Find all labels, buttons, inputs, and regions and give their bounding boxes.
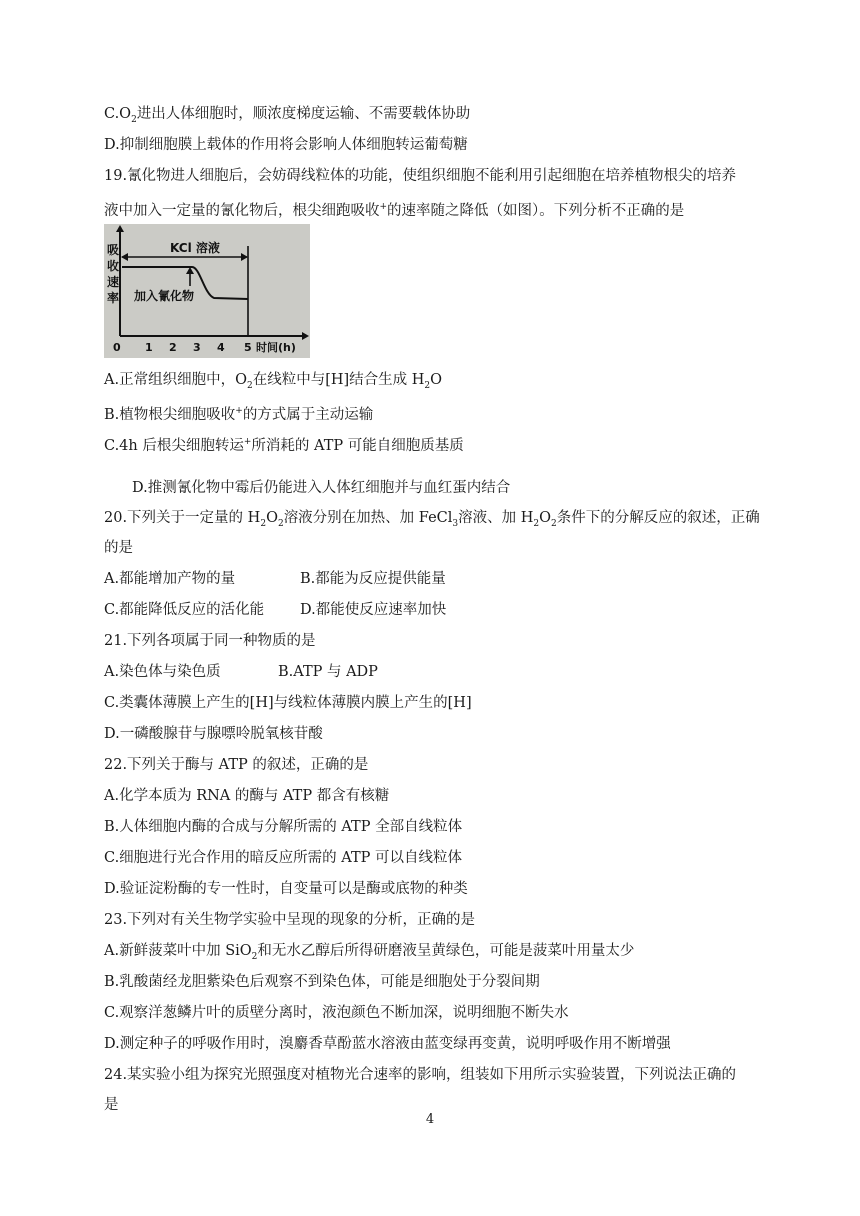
- x-tick-5: 5: [244, 341, 252, 354]
- y-label-4: 率: [107, 291, 120, 305]
- question-19-option-b: B.植物根尖细胞吸收+的方式属于主动运输: [104, 406, 374, 423]
- question-21: 21.下列各项属于同一种物质的是: [104, 633, 316, 649]
- x-axis-label: 时间(h): [256, 341, 296, 354]
- question-21-option-a: A.染色体与染色质: [104, 664, 221, 680]
- question-19-option-d: D.推测氰化物中霉后仍能进入人体红细胞并与血红蛋内结合: [132, 480, 511, 496]
- question-20-line-1: 20.下列关于一定量的 $H_2O_2$溶液分别在加热、加 FeCl$_3$溶液、加 $H_2O_2$条件下的分解反应的叙述，正确: [104, 510, 760, 529]
- question-19-line-2: 液中加入一定量的氰化物后，根尖细跑吸收+的速率随之降低（如图）。下列分析不正确的是: [104, 202, 685, 219]
- question-20-option-c: C.都能降低反应的活化能: [104, 602, 265, 618]
- kcl-label: KCl 溶液: [170, 241, 220, 255]
- question-23-option-c: C.观察洋葱鳞片叶的质壁分离时，液泡颜色不断加深，说明细胞不断失水: [104, 1005, 569, 1021]
- question-22-option-c: C.细胞进行光合作用的暗反应所需的 ATP 可以自线粒体: [104, 850, 463, 866]
- question-22: 22.下列关于酶与 ATP 的叙述，正确的是: [104, 757, 369, 773]
- question-23: 23.下列对有关生物学实验中呈现的现象的分析，正确的是: [104, 912, 476, 928]
- question-23-option-d: D.测定种子的呼吸作用时，溴麝香草酚蓝水溶液由蓝变绿再变黄，说明呼吸作用不断增强: [104, 1036, 671, 1052]
- option-c-o2: $C.O_2$进出人体细胞时，顺浓度梯度运输、不需要载体协助: [104, 106, 471, 125]
- question-22-option-a: A.化学本质为 RNA 的酶与 ATP 都含有核糖: [104, 788, 390, 804]
- x-tick-0: 0: [113, 341, 121, 354]
- x-tick-3: 3: [193, 341, 201, 354]
- y-label-3: 速: [107, 275, 120, 289]
- question-20-option-d: D.都能使反应速率加快: [300, 602, 447, 618]
- question-23-option-a: A.新鲜菠菜叶中加 SiO$_2$和无水乙醇后所得研磨液呈黄绿色，可能是菠菜叶用量太少: [104, 943, 635, 962]
- option-d-carrier: D.抑制细胞膜上载体的作用将会影响人体细胞转运葡萄糖: [104, 137, 468, 153]
- x-tick-2: 2: [169, 341, 177, 354]
- page-number: 4: [425, 1112, 435, 1127]
- question-24-line-2: 是: [104, 1097, 119, 1113]
- question-22-option-b: B.人体细胞内酶的合成与分解所需的 ATP 全部自线粒体: [104, 819, 463, 835]
- question-20-line-2: 的是: [104, 540, 133, 556]
- question-19-option-c: C.4h 后根尖细胞转运+所消耗的 ATP 可能自细胞质基质: [104, 437, 464, 454]
- x-tick-4: 4: [217, 341, 225, 354]
- question-19-line-1: 19.氰化物进人细胞后，会妨碍线粒体的功能，使组织细胞不能利用引起细胞在培养植物根尖的培养: [104, 168, 737, 184]
- question-21-option-c: C.类囊体薄膜上产生的[H]与线粒体薄膜内膜上产生的[H]: [104, 695, 472, 711]
- x-tick-1: 1: [145, 341, 153, 354]
- question-20-option-a: A.都能增加产物的量: [104, 571, 236, 587]
- question-21-option-b: B.ATP 与 ADP: [278, 664, 378, 680]
- y-label-1: 吸: [107, 243, 120, 257]
- question-20-option-b: B.都能为反应提供能量: [300, 571, 446, 587]
- question-21-option-d: D.一磷酸腺苷与腺嘌呤脱氧核苷酸: [104, 726, 323, 742]
- absorption-rate-figure: [104, 224, 310, 358]
- question-24-line-1: 24.某实验小组为探究光照强度对植物光合速率的影响，组装如下用所示实验装置，下列说法正确的: [104, 1067, 737, 1083]
- cyanide-label: 加入氰化物: [134, 289, 195, 303]
- y-label-2: 收: [107, 259, 120, 273]
- question-19-option-a: A.正常组织细胞中，$O_2$在线粒中与[H]结合生成 $H_2O$: [104, 372, 443, 391]
- question-23-option-b: B.乳酸菌经龙胆紫染色后观察不到染色体，可能是细胞处于分裂间期: [104, 974, 540, 990]
- question-22-option-d: D.验证淀粉酶的专一性时，自变量可以是酶或底物的种类: [104, 881, 468, 897]
